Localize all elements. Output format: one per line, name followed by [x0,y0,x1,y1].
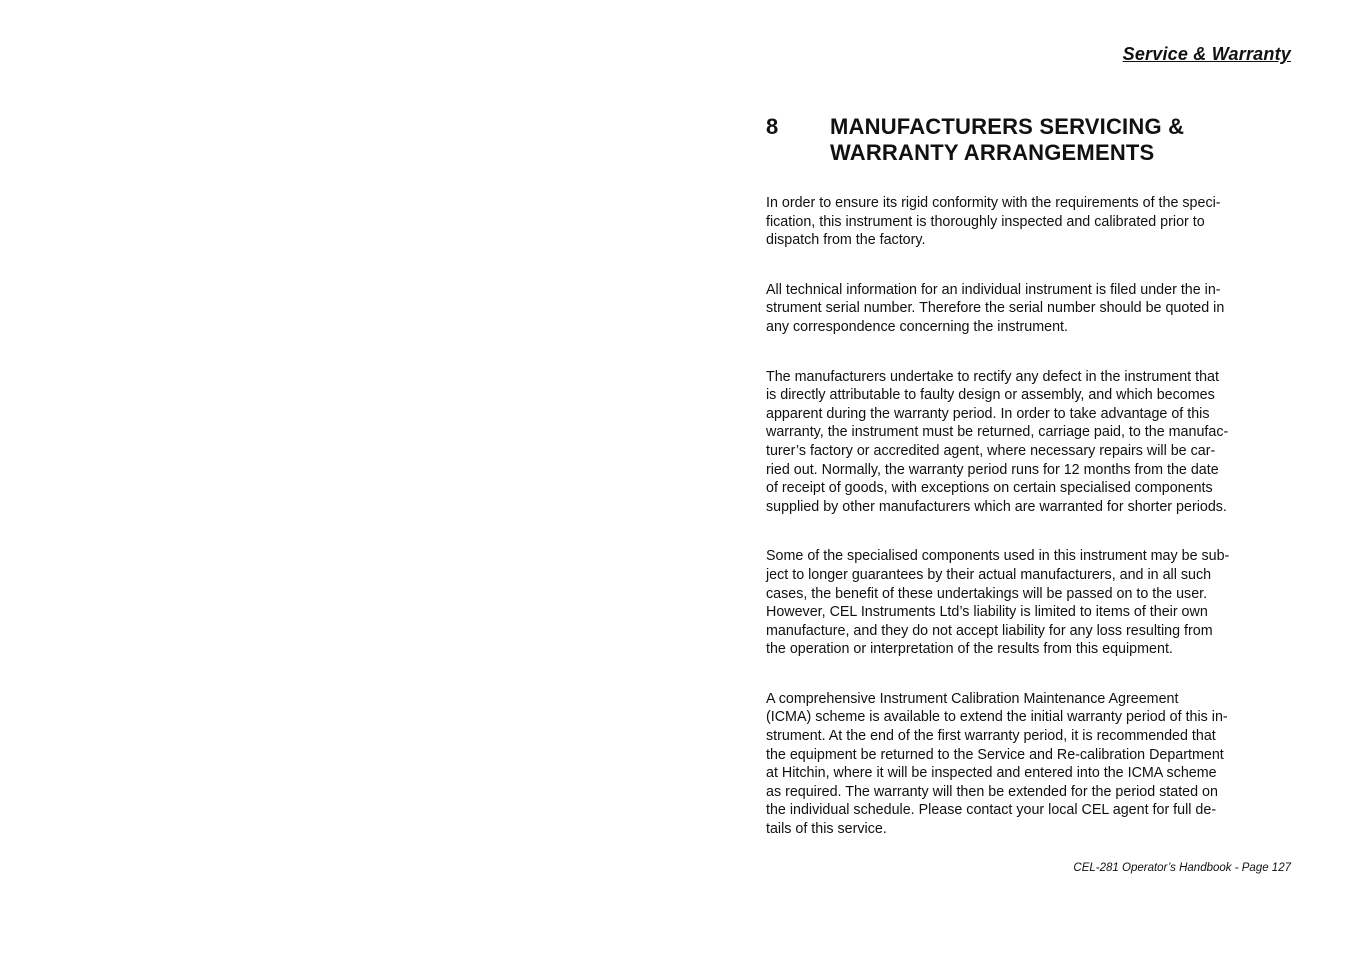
page-footer: CEL-281 Operator’s Handbook - Page 127 [1073,862,1291,874]
paragraph-component-guarantees: Some of the specialised components used in this instrument may be sub- ject to longer guarantees by their actual manufacturers, and in all such cases, the benefit of these undertakings will be passed on to the user. However, CEL Instruments Ltd’s liability is limited to items of their own manufacture, and they do not accept liability for any loss resulting from the operation or interpretation of the results from this equipment. [766,548,1230,658]
running-header: Service & Warranty [1122,44,1291,64]
paragraph-serial-number: All technical information for an individual instrument is filed under the in- strument serial number. Therefore the serial number should be quoted in any correspondence concerning the instrument. [766,281,1225,335]
page-body [766,114,1294,870]
paragraph-warranty-period: The manufacturers undertake to rectify any defect in the instrument that is directly attributable to faulty design or assembly, and which becomes apparent during the warranty period. In order to take advantage of this warranty, the instrument must be returned, carriage paid, to the manufac- turer’s factory or accredited agent, where necessary repairs will be car- ried out. Normally, the warranty period runs for 12 months from the date of receipt of goods, with exceptions on certain specialised components supplied by other manufacturers which are warranted for shorter periods. [766,368,1229,515]
section-title: MANUFACTURERS SERVICING & WARRANTY ARRANGEMENTS [830,114,1185,165]
section-number: 8 [766,114,779,139]
paragraph-icma-scheme: A comprehensive Instrument Calibration Maintenance Agreement (ICMA) scheme is available to extend the initial warranty period of this in- strument. At the end of the first warranty period, it is recommended that the equipment be returned to the Service and Re-calibration Department at Hitchin, where it will be inspected and entered into the ICMA scheme as required. The warranty will then be extended for the period stated on the individual schedule. Please contact your local CEL agent for full de- tails of this service. [766,690,1228,838]
section-heading [766,114,1294,166]
paragraph-inspection: In order to ensure its rigid conformity with the requirements of the speci- fication, this instrument is thoroughly inspected and calibrated prior to dispatch from the factory. [766,195,1221,249]
